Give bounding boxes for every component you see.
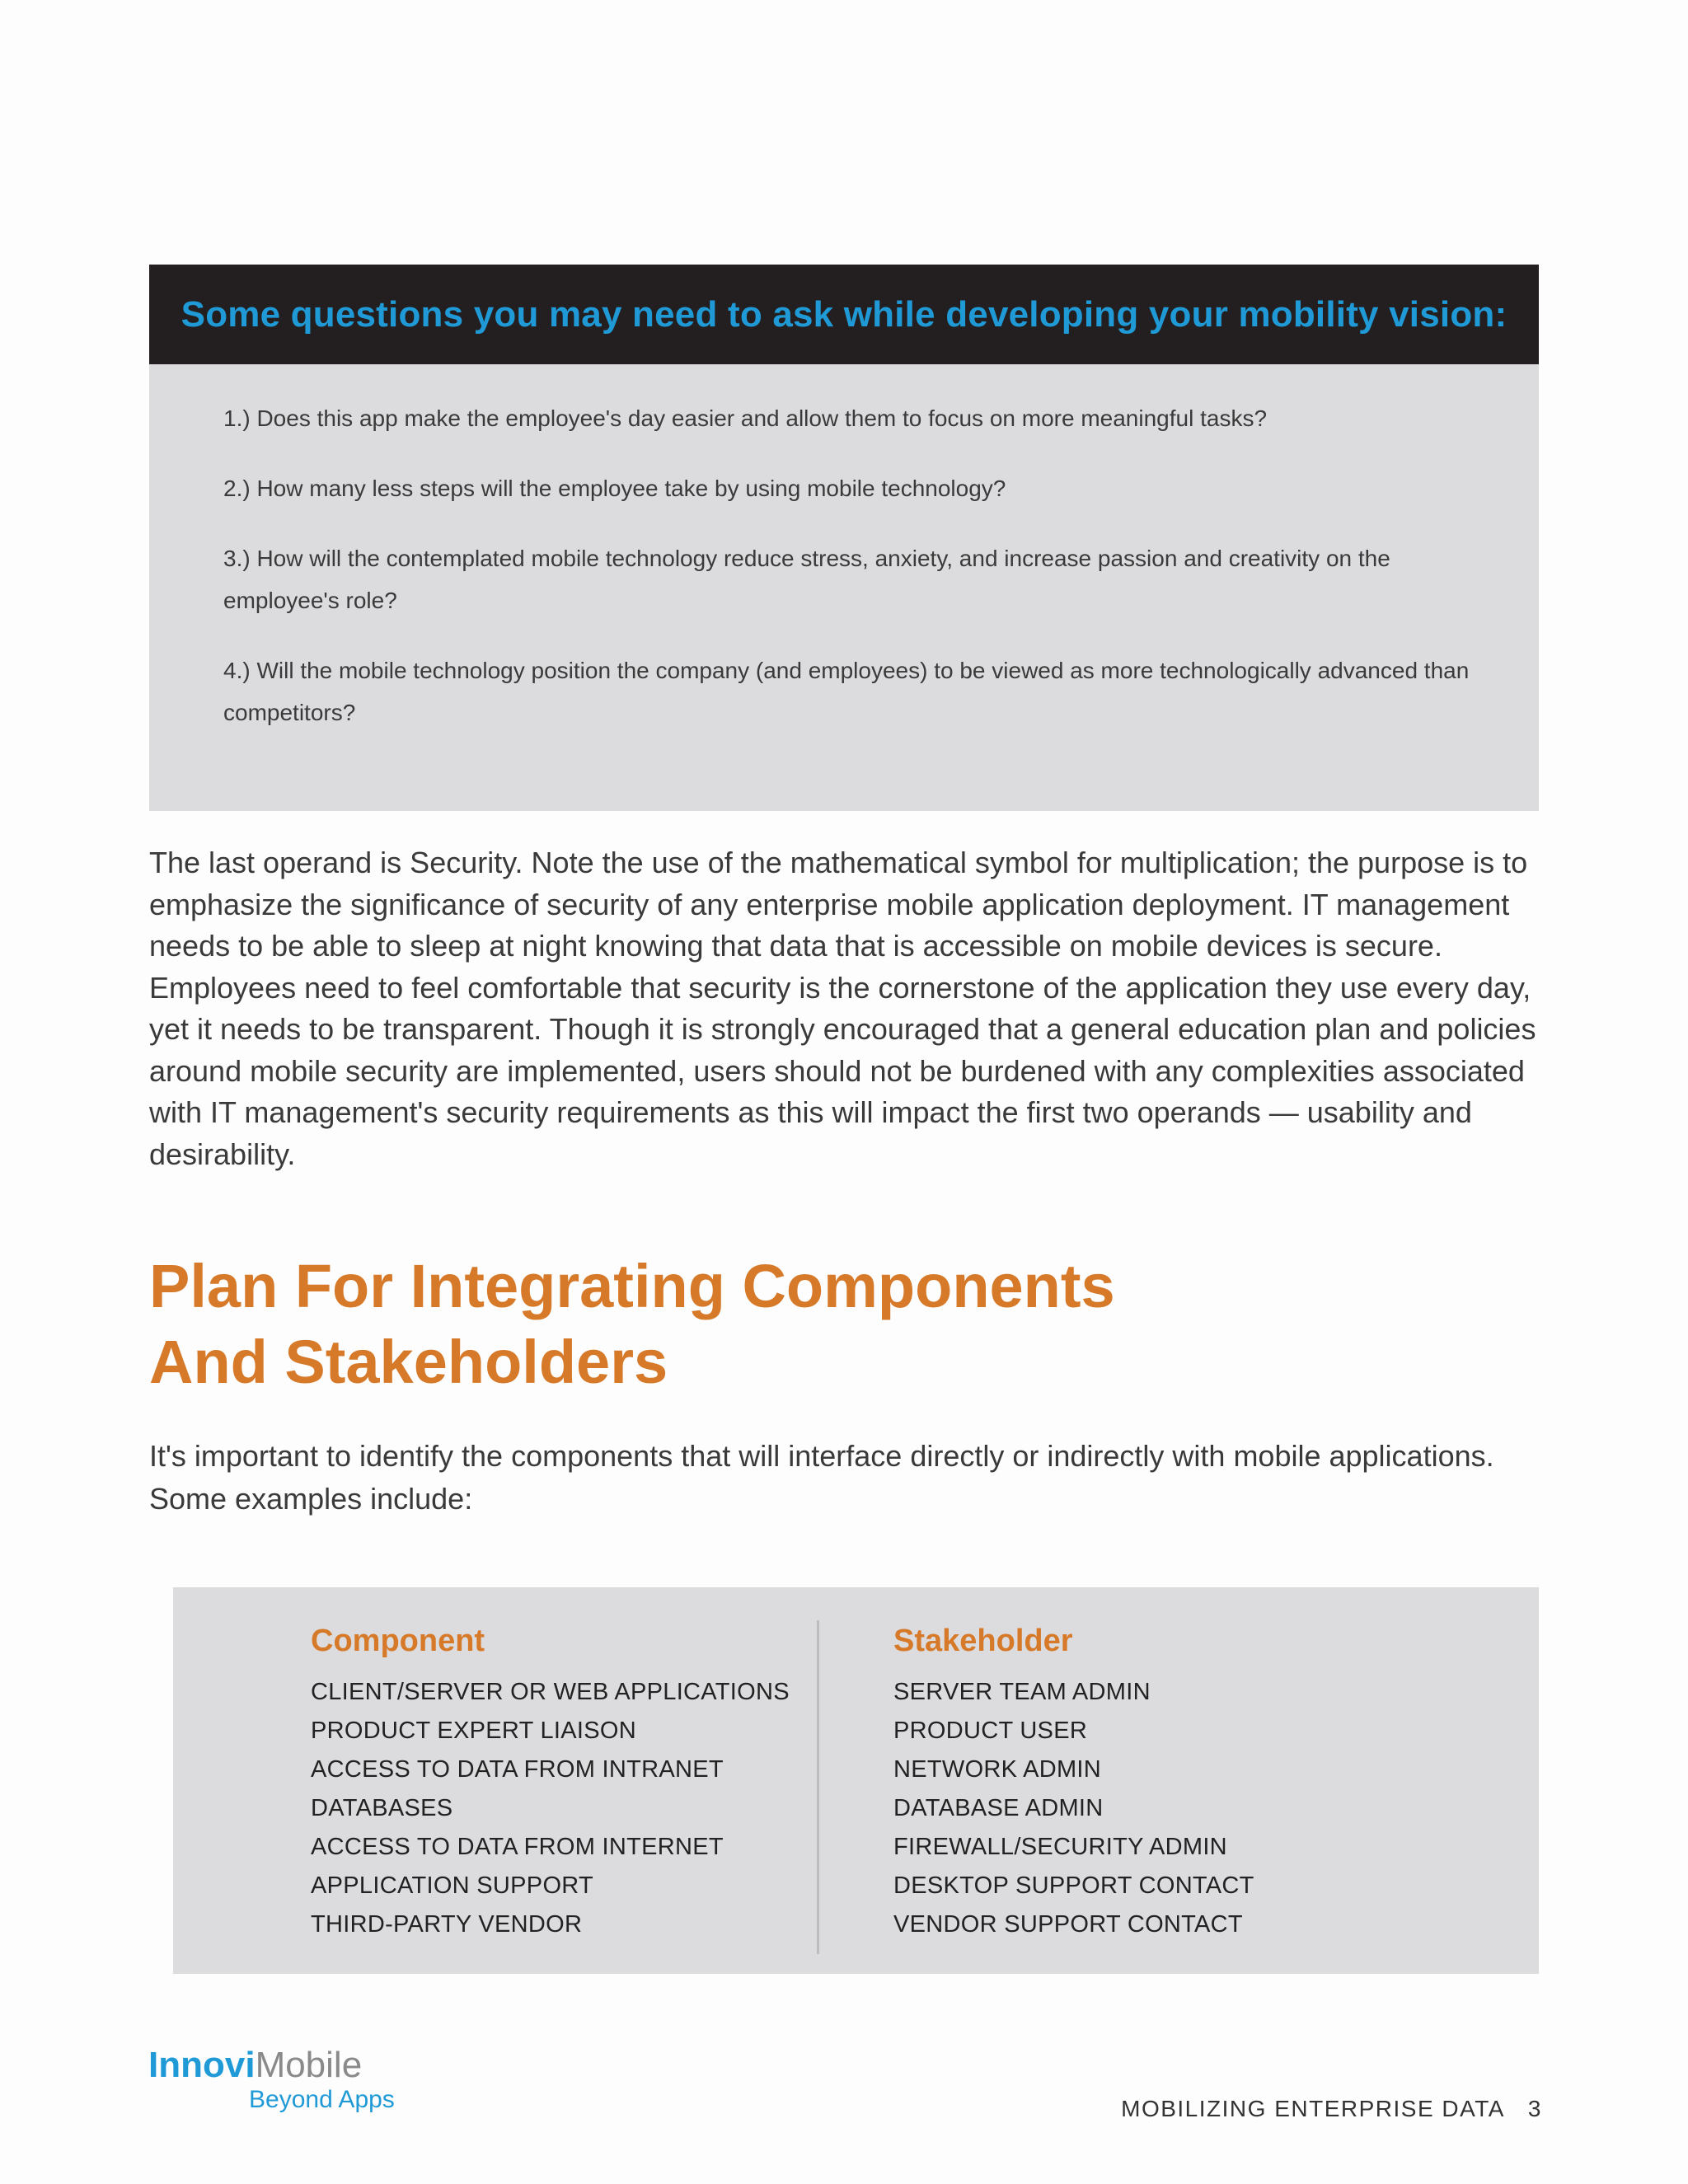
page-footer xyxy=(1121,2096,1542,2122)
innovi-mobile-logo xyxy=(148,2046,395,2115)
logo-bold-text: Innovi xyxy=(148,2045,256,2085)
components-stakeholders-table xyxy=(173,1587,1539,1974)
question-item: 4.) Will the mobile technology position the company (and employees) to be viewed as more technologically advanced than competitors? xyxy=(223,658,1470,725)
logo-wordmark xyxy=(148,2046,395,2085)
component-item: THIRD-PARTY VENDOR xyxy=(311,1911,583,1938)
section-title xyxy=(149,1249,1468,1400)
page-number: 3 xyxy=(1527,2096,1542,2121)
questions-box xyxy=(149,265,1539,811)
logo-tagline: Beyond Apps xyxy=(249,2086,395,2113)
component-item: PRODUCT EXPERT LIAISON xyxy=(311,1718,636,1744)
component-item: DATABASES xyxy=(311,1795,453,1821)
stakeholder-item: DATABASE ADMIN xyxy=(893,1795,1104,1821)
stakeholder-item: FIREWALL/SECURITY ADMIN xyxy=(893,1834,1227,1860)
column-divider xyxy=(817,1620,819,1954)
stakeholder-item: PRODUCT USER xyxy=(893,1718,1088,1744)
stakeholder-item: VENDOR SUPPORT CONTACT xyxy=(893,1911,1243,1938)
component-header: Component xyxy=(311,1624,485,1658)
stakeholder-header: Stakeholder xyxy=(893,1624,1073,1658)
question-item: 3.) How will the contemplated mobile technology reduce stress, anxiety, and increase passion and creativity on the employee's role? xyxy=(223,546,1390,613)
security-paragraph: The last operand is Security. Note the use of the mathematical symbol for multiplication; the purpose is to emphasize the significance of security of any enterprise mobile application deployment. IT management needs to be able to sleep at night knowing that data that is accessible on mobile devices is secure. Employees need to feel comfortable that security is the cornerstone of the application they use every day, yet it needs to be transparent. Though it is strongly encouraged that a general education plan and policies around mobile security are implemented, users should not be burdened with any complexities associated with IT management's security requirements as this will impact the first two operands — usability and desirability. xyxy=(149,846,1536,1171)
footer-title: MOBILIZING ENTERPRISE DATA xyxy=(1121,2096,1505,2121)
questions-list xyxy=(149,364,1539,811)
component-item: ACCESS TO DATA FROM INTRANET xyxy=(311,1756,724,1783)
logo-light-text: Mobile xyxy=(255,2045,363,2085)
component-column xyxy=(311,1620,790,1944)
stakeholder-item: SERVER TEAM ADMIN xyxy=(893,1679,1151,1705)
component-item: CLIENT/SERVER OR WEB APPLICATIONS xyxy=(311,1679,790,1705)
question-item: 1.) Does this app make the employee's day easier and allow them to focus on more meaningful tasks? xyxy=(223,405,1268,431)
section-title-line1: Plan For Integrating Components xyxy=(149,1252,1115,1320)
stakeholder-item: DESKTOP SUPPORT CONTACT xyxy=(893,1872,1254,1899)
stakeholder-column xyxy=(893,1620,1254,1944)
component-item: APPLICATION SUPPORT xyxy=(311,1872,594,1899)
section-intro: It's important to identify the components that will interface directly or indirectly with mobile applications. Some examples include: xyxy=(149,1439,1494,1516)
component-item: ACCESS TO DATA FROM INTERNET xyxy=(311,1834,724,1860)
questions-heading: Some questions you may need to ask while developing your mobility vision: xyxy=(181,293,1507,335)
section-title-line2: And Stakeholders xyxy=(149,1328,668,1396)
stakeholder-item: NETWORK ADMIN xyxy=(893,1756,1102,1783)
questions-header xyxy=(149,265,1539,364)
question-item: 2.) How many less steps will the employee take by using mobile technology? xyxy=(223,476,1006,501)
